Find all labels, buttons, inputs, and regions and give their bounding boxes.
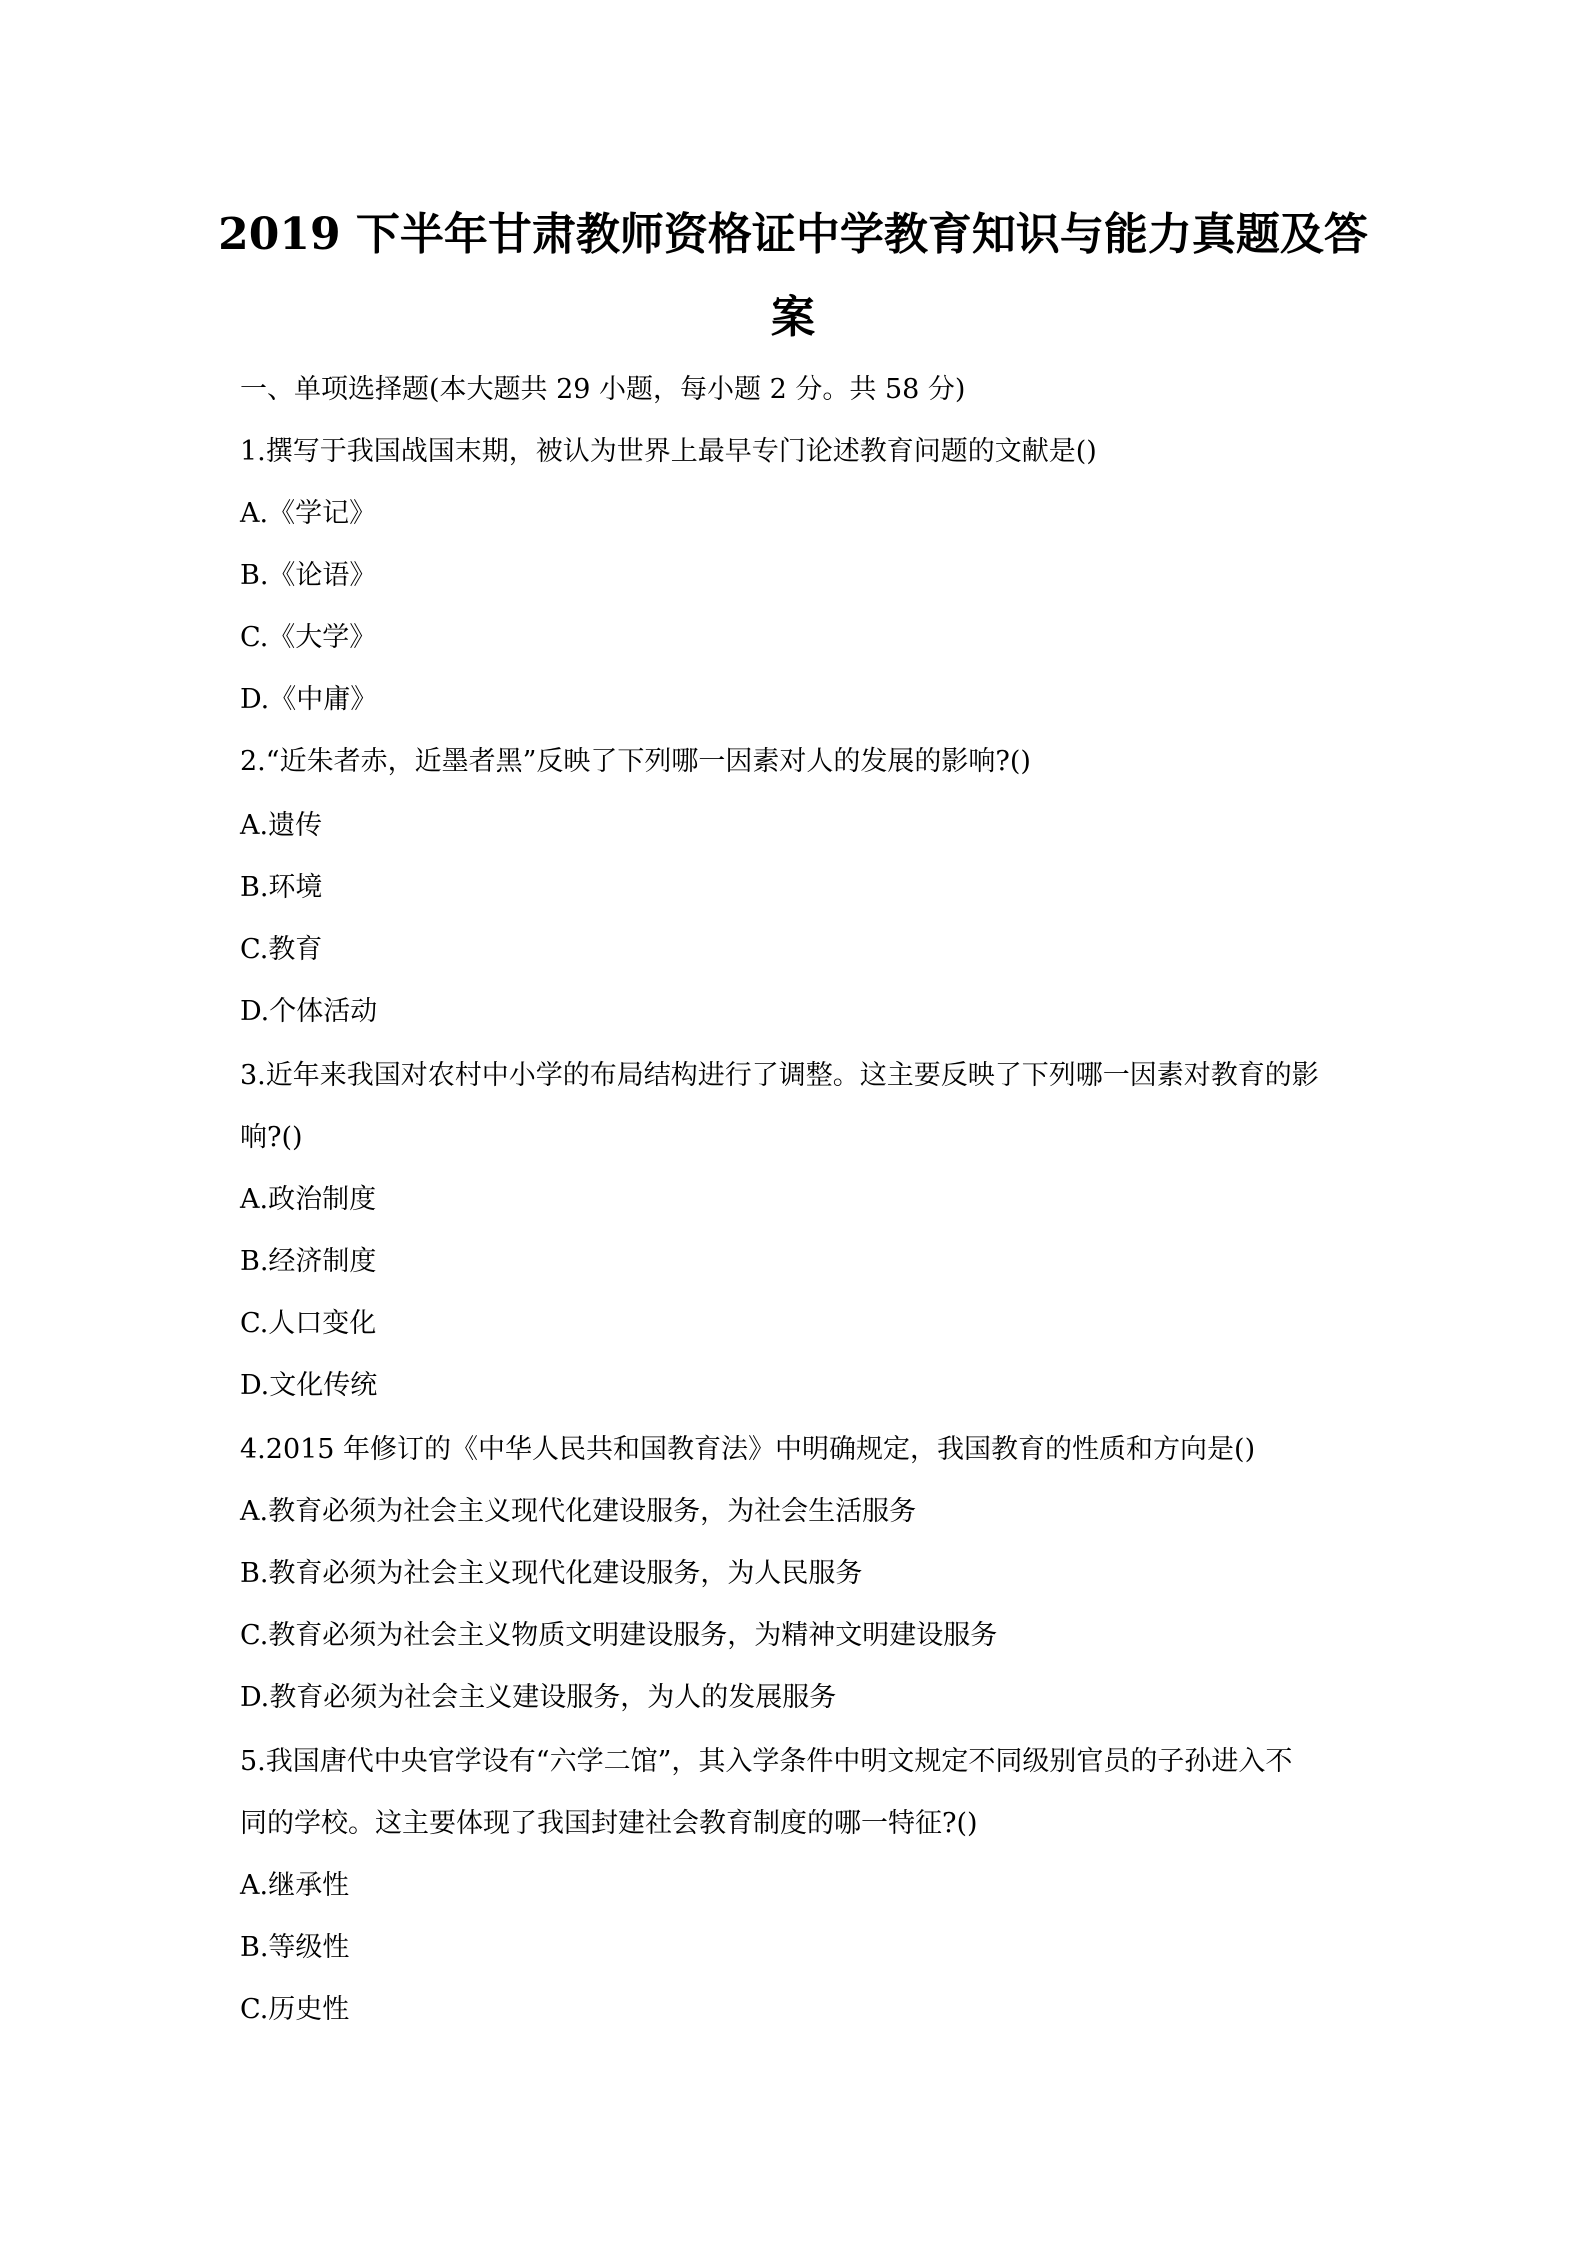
question-4-option-c: C.教育必须为社会主义物质文明建设服务，为精神文明建设服务	[240, 1620, 998, 1651]
question-2-option-c: C.教育	[240, 934, 323, 965]
question-1-stem: 1.撰写于我国战国末期，被认为世界上最早专门论述教育问题的文献是()	[240, 436, 1097, 467]
question-5-option-c: C.历史性	[240, 1994, 350, 2025]
question-1-option-c: C.《大学》	[240, 622, 377, 653]
question-5-stem-line-1: 5.我国唐代中央官学设有“六学二馆”，其入学条件中明文规定不同级别官员的子孙进入不	[240, 1746, 1293, 1777]
question-1-option-a: A.《学记》	[240, 498, 377, 529]
question-2-stem: 2.“近朱者赤，近墨者黑”反映了下列哪一因素对人的发展的影响?()	[240, 746, 1031, 777]
document-title-line-2: 案	[771, 292, 815, 343]
question-3-option-a: A.政治制度	[240, 1184, 377, 1215]
question-1-option-d: D.《中庸》	[240, 684, 378, 715]
question-3-stem-line-1: 3.近年来我国对农村中小学的布局结构进行了调整。这主要反映了下列哪一因素对教育的影	[240, 1060, 1319, 1091]
document-title-line-1: 2019 下半年甘肃教师资格证中学教育知识与能力真题及答	[218, 209, 1368, 260]
question-3-option-d: D.文化传统	[240, 1370, 378, 1401]
question-5-stem-line-2: 同的学校。这主要体现了我国封建社会教育制度的哪一特征?()	[240, 1808, 978, 1839]
question-3-stem-line-2: 响?()	[240, 1122, 303, 1153]
question-5-option-a: A.继承性	[240, 1870, 350, 1901]
question-2-option-d: D.个体活动	[240, 996, 378, 1027]
question-4-option-b: B.教育必须为社会主义现代化建设服务，为人民服务	[240, 1558, 863, 1589]
question-2-option-b: B.环境	[240, 872, 323, 903]
question-4-option-a: A.教育必须为社会主义现代化建设服务，为社会生活服务	[240, 1496, 917, 1527]
question-1-option-b: B.《论语》	[240, 560, 377, 591]
section-heading: 一、单项选择题(本大题共 29 小题，每小题 2 分。共 58 分)	[240, 374, 966, 405]
question-4-stem: 4.2015 年修订的《中华人民共和国教育法》中明确规定，我国教育的性质和方向是()	[240, 1434, 1256, 1465]
question-2-option-a: A.遗传	[240, 810, 323, 841]
question-3-option-c: C.人口变化	[240, 1308, 377, 1339]
question-5-option-b: B.等级性	[240, 1932, 350, 1963]
question-3-option-b: B.经济制度	[240, 1246, 377, 1277]
question-4-option-d: D.教育必须为社会主义建设服务，为人的发展服务	[240, 1682, 837, 1713]
